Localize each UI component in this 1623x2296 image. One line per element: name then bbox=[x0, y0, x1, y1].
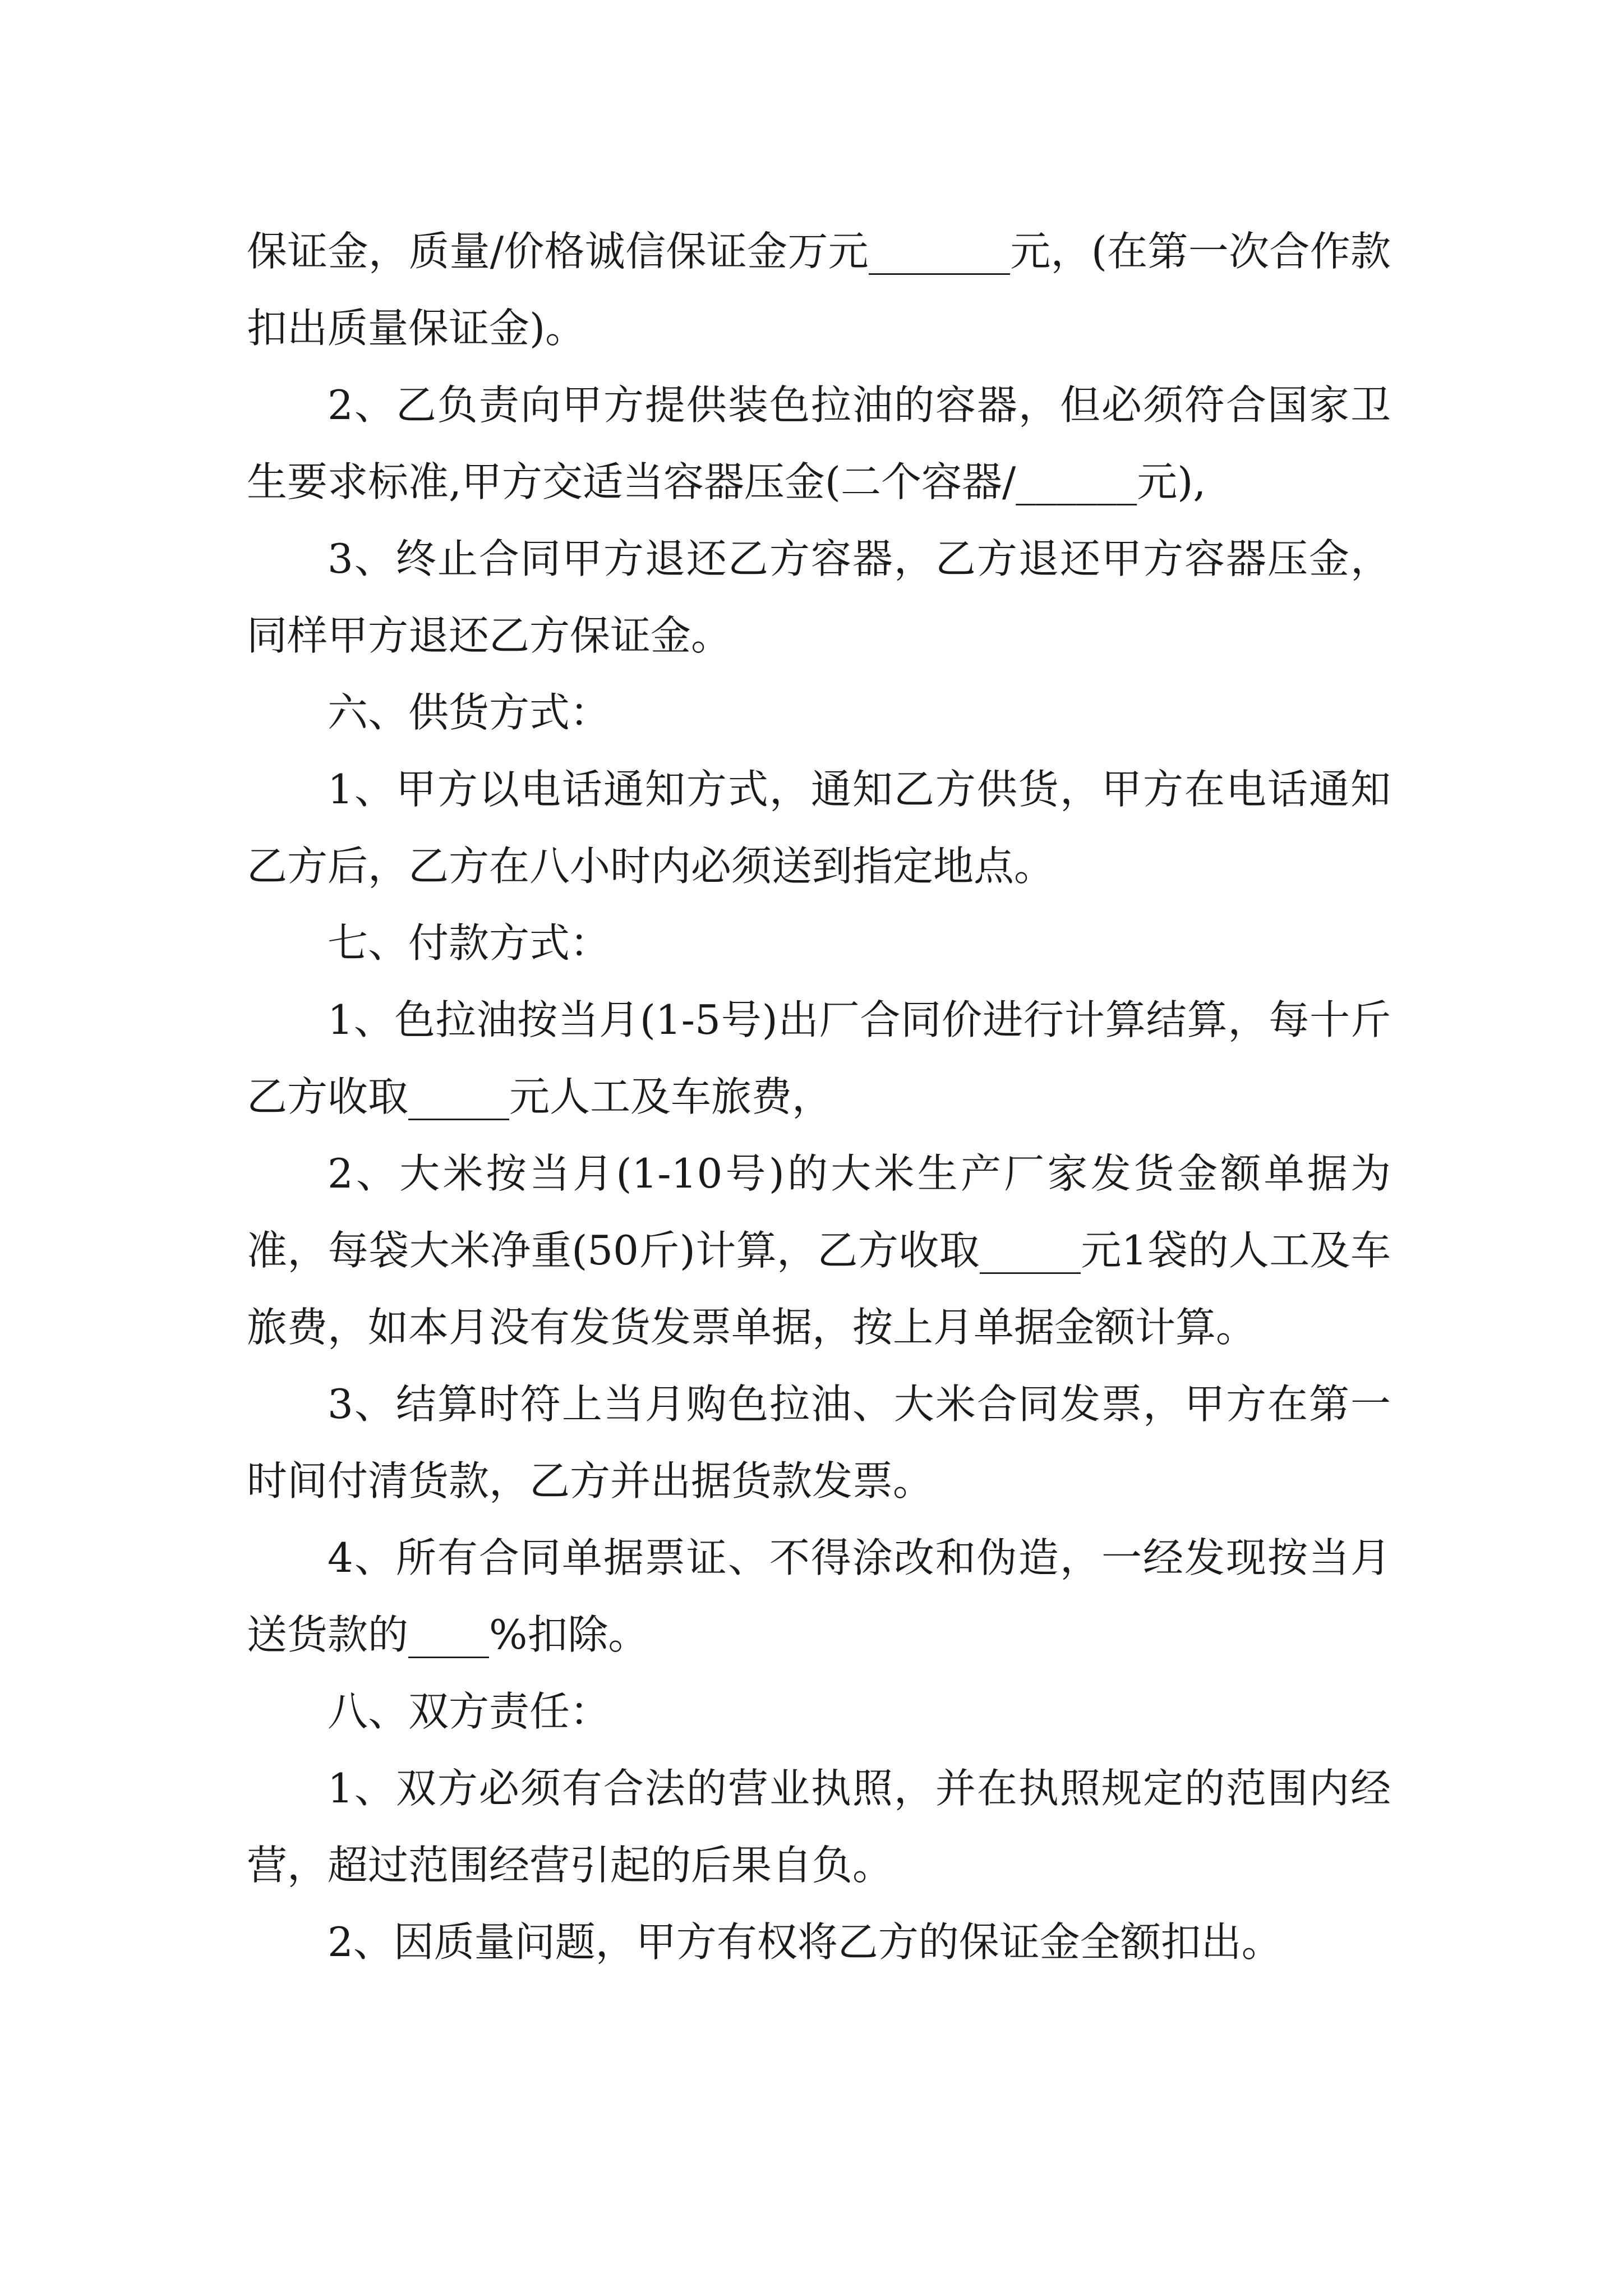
section-heading-payment-method: 七、付款方式： bbox=[328, 919, 611, 967]
paragraph-business-license: 1、双方必须有合法的营业执照，并在执照规定的范围内经营，超过范围经营引起的后果自负。 bbox=[247, 1765, 1391, 1889]
paragraph-container-supply: 2、乙负责向甲方提供装色拉油的容器，但必须符合国家卫生要求标准,甲方交适当容器压金(二个容器/______元), bbox=[247, 381, 1391, 505]
paragraph-deposit-continuation: 保证金，质量/价格诚信保证金万元_______元，(在第一次合作款扣出质量保证金)。 bbox=[247, 228, 1391, 352]
paragraph-contract-termination: 3、终止合同甲方退还乙方容器，乙方退还甲方容器压金，同样甲方退还乙方保证金。 bbox=[247, 535, 1391, 659]
paragraph-invoice-payment: 3、结算时符上当月购色拉油、大米合同发票，甲方在第一时间付清货款，乙方并出据货款发票。 bbox=[247, 1381, 1391, 1504]
paragraph-quality-deposit: 2、因质量问题，甲方有权将乙方的保证金全额扣出。 bbox=[328, 1918, 1282, 1966]
section-heading-responsibilities: 八、双方责任： bbox=[328, 1688, 611, 1735]
document-body bbox=[247, 213, 1391, 1981]
paragraph-phone-notice: 1、甲方以电话通知方式，通知乙方供货，甲方在电话通知乙方后，乙方在八小时内必须送到指定地点。 bbox=[247, 766, 1391, 890]
paragraph-oil-settlement: 1、色拉油按当月(1-5号)出厂合同价进行计算结算，每十斤乙方收取_____元人工及车旅费， bbox=[247, 996, 1391, 1120]
section-heading-supply-method: 六、供货方式： bbox=[328, 689, 611, 736]
paragraph-rice-settlement: 2、大米按当月(1-10号)的大米生产厂家发货金额单据为准，每袋大米净重(50斤)计算，乙方收取_____元1袋的人工及车旅费，如本月没有发货发票单据，按上月单据金额计算。 bbox=[247, 1150, 1391, 1351]
paragraph-no-alteration: 4、所有合同单据票证、不得涂改和伪造，一经发现按当月送货款的____%扣除。 bbox=[247, 1534, 1391, 1658]
